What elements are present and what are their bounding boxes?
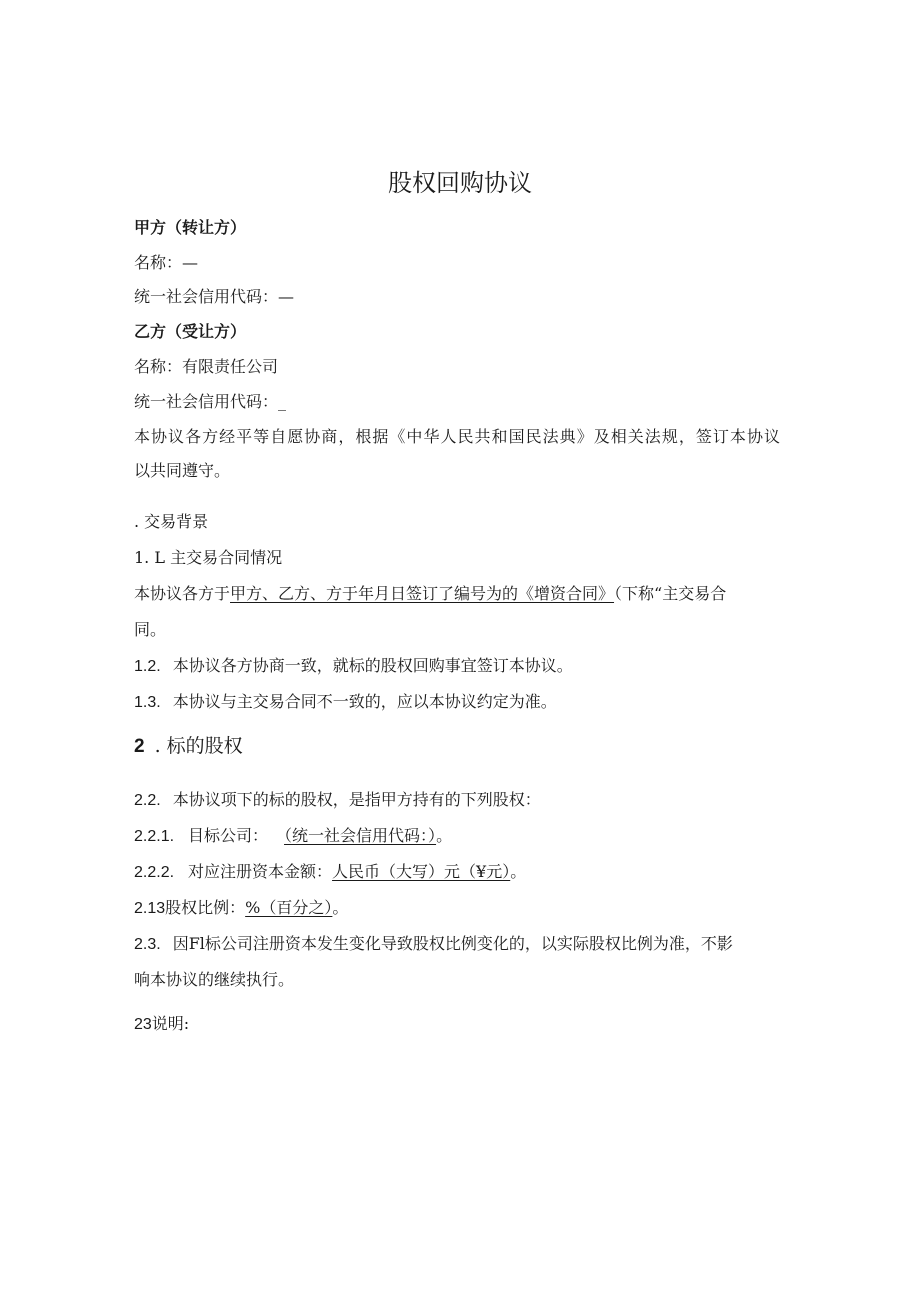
item-2-2-2-end: 。 — [510, 862, 527, 881]
item-23 — [134, 1014, 189, 1035]
document-title: 股权回购协议 — [388, 169, 532, 197]
item-1-2-text: 本协议各方协商一致，就标的股权回购事宜签订本协议。 — [172, 656, 573, 675]
party-b-heading: 乙方（受让方） — [134, 322, 247, 341]
item-1-1-para — [134, 584, 726, 604]
item-2-2-1-end: 。 — [436, 826, 453, 845]
item-2-2-number: 2.2. — [134, 792, 161, 809]
item-2-13-label: 股权比例： — [165, 898, 246, 917]
item-1-3-number: 1.3. — [134, 694, 161, 711]
item-1-3-text: 本协议与主交易合同不一致的，应以本协议约定为准。 — [172, 692, 557, 711]
party-b-code-value: _ — [278, 392, 287, 411]
section-2-heading — [134, 734, 243, 759]
party-b-code — [134, 392, 286, 412]
section-2-number: 2 — [134, 736, 145, 757]
intro-line-1: 本协议各方经平等自愿协商，根据《中华人民共和国民法典》及相关法规，签订本协议 — [134, 427, 780, 446]
party-a-name — [134, 253, 198, 273]
party-a-heading: 甲方（转让方） — [134, 218, 247, 237]
item-1-1-para-suffix: （下称“主交易合 — [614, 584, 727, 603]
party-b-code-label: 统一社会信用代码： — [134, 392, 279, 411]
item-1-2 — [134, 656, 573, 677]
item-2-13 — [134, 898, 348, 919]
party-b-name-label: 名称： — [134, 357, 183, 376]
item-23-number: 23 — [134, 1016, 152, 1033]
item-2-2-1 — [134, 826, 452, 847]
item-2-13-end: 。 — [332, 898, 349, 917]
item-1-1-para-prefix: 本协议各方于 — [134, 584, 231, 603]
item-2-3 — [134, 934, 733, 955]
section-2-title: . 标的股权 — [154, 735, 243, 757]
item-1-1: 1. L 主交易合同情况 — [134, 548, 283, 567]
item-2-3-number: 2.3. — [134, 936, 161, 953]
item-1-2-number: 1.2. — [134, 658, 161, 675]
item-2-2-2-value: 人民币（大写）元（¥元） — [332, 862, 511, 881]
party-a-code-value: — — [278, 287, 295, 306]
party-a-name-value: — — [182, 253, 199, 272]
party-a-code — [134, 287, 294, 307]
item-1-1-para-underlined: 甲方、乙方、方于年月日签订了编号为的《增资合同》 — [230, 584, 615, 603]
party-b-name-value: 有限责任公司 — [182, 357, 279, 376]
item-23-text: 说明: — [151, 1014, 190, 1033]
item-1-3 — [134, 692, 557, 713]
item-2-2-1-value: （统一社会信用代码：） — [284, 826, 437, 845]
party-b-name — [134, 357, 278, 377]
item-2-13-number: 2.13 — [134, 900, 166, 917]
item-2-2-2-label: 对应注册资本金额： — [188, 862, 333, 881]
party-a-name-label: 名称： — [134, 253, 183, 272]
item-2-2-2 — [134, 862, 526, 883]
party-a-code-label: 统一社会信用代码： — [134, 287, 279, 306]
item-2-3-text: 因Fl标公司注册资本发生变化导致股权比例变化的，以实际股权比例为准，不影 — [172, 934, 733, 953]
item-2-2-1-label: 目标公司： — [188, 826, 269, 845]
item-2-2-text: 本协议项下的标的股权，是指甲方持有的下列股权： — [172, 790, 541, 809]
intro-line-2: 以共同遵守。 — [134, 461, 231, 480]
item-2-3-line-2: 响本协议的继续执行。 — [134, 970, 295, 989]
item-2-2-1-number: 2.2.1. — [134, 828, 175, 845]
item-2-13-value: %（百分之） — [245, 898, 333, 917]
section-1-heading: . 交易背景 — [134, 512, 209, 531]
item-2-2-2-number: 2.2.2. — [134, 864, 175, 881]
item-2-2 — [134, 790, 541, 811]
item-1-1-para-line-2: 同。 — [134, 620, 167, 639]
